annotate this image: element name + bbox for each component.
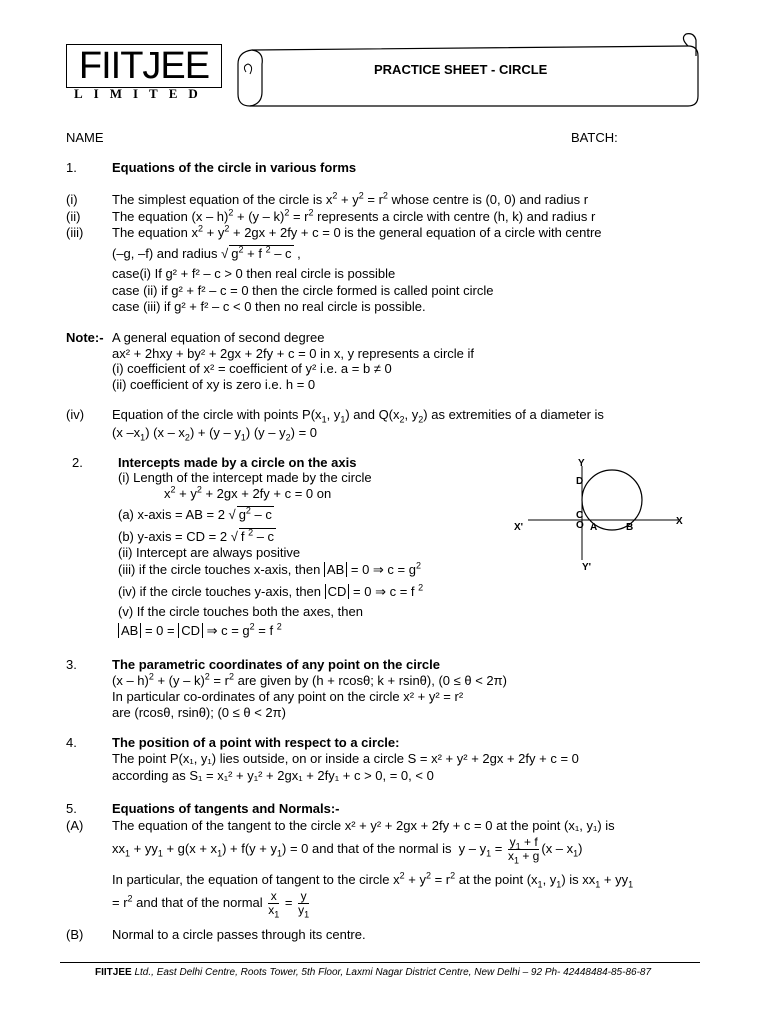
section-heading: Equations of tangents and Normals:- (112, 801, 340, 816)
case-line: case(i) If g² + f² – c > 0 then real circle is possible (112, 266, 396, 281)
case-line: case (ii) if g² + f² – c = 0 then the circle formed is called point circle (112, 283, 494, 298)
point-label-c: C (576, 510, 584, 521)
section-number: 1. (66, 160, 77, 175)
equation-line: (a) x-axis = AB = 2 √ $g^2$ – c (118, 505, 272, 522)
text-line: In particular co-ordinates of any point on the circle x² + y² = r² (112, 689, 464, 704)
footer-address: Ltd., East Delhi Centre, Roots Tower, 5th Floor, Laxmi Nagar District Centre, New Delhi – 92 Ph- 42448484-85-86-87 (134, 967, 652, 978)
note-label: Note:- (66, 330, 104, 345)
item-label: (iv) (66, 407, 85, 422)
section-number: 3. (66, 657, 77, 672)
item-label: (ii) (66, 209, 81, 224)
equation-line: $(x - h)^2 + (y - k)^2 = r^2$ are given by (h + rcosθ; k + rsinθ), (0 ≤ θ < 2π) (112, 671, 507, 688)
section-number: 2. (72, 455, 83, 470)
axis-label-x-prime: X' (514, 522, 524, 533)
item-label: (A) (66, 818, 84, 833)
text-line: (v) If the circle touches both the axes, then (118, 604, 363, 619)
equation-line: Equation of the circle with points $P(x_1$, $y_1$) and $Q(x_2$, $y_2$) as extremities of a diameter is (112, 407, 604, 425)
text-line: Normal to a circle passes through its centre. (112, 927, 366, 942)
axis-label-y: Y (578, 458, 585, 469)
circle-intercept-diagram (508, 452, 698, 582)
axis-label-x: X (676, 516, 683, 527)
equation-line: The equation $(x - h)^2 + (y - k)^2 = r^2$ represents a circle with centre (h, k) and radius r (112, 207, 596, 224)
name-label: NAME (66, 130, 104, 145)
section-heading: Equations of the circle in various forms (112, 160, 357, 175)
item-label: (i) (66, 192, 78, 207)
note-line: A general equation of second degree (112, 330, 325, 345)
note-line: (i) coefficient of x² = coefficient of y² i.e. a = b ≠ 0 (112, 361, 392, 376)
point-label-d: D (576, 476, 584, 487)
equation-line: $x^2 + y^2 + 2gx + 2fy + c = 0$ on (164, 484, 332, 501)
text-line: are (rcosθ, rsinθ); (0 ≤ θ < 2π) (112, 705, 286, 720)
section-number: 5. (66, 801, 77, 816)
section-number: 4. (66, 735, 77, 750)
note-line: ax² + 2hxy + by² + 2gx + 2fy + c = 0 in x, y represents a circle if (112, 346, 475, 361)
footer-brand: FIITJEE (95, 967, 132, 978)
equation-line: The simplest equation of the circle is $x^2 + y^2 = r^2$ whose centre is (0, 0) and radius r (112, 190, 589, 207)
item-label: (iii) (66, 225, 84, 240)
text-line: (i) Length of the intercept made by the circle (118, 470, 372, 485)
item-label: (B) (66, 927, 84, 942)
equation-line: The equation $x^2 + y^2 + 2gx + 2fy + c = 0$ is the general equation of a circle with centre (112, 223, 602, 240)
point-label-o: O (576, 520, 584, 531)
text-line: according as S₁ = x₁² + y₁² + 2gx₁ + 2fy₁ + c > 0, = 0, < 0 (112, 768, 434, 783)
footer-divider (60, 962, 700, 963)
equation-line: In particular, the equation of tangent to the circle $x^2 + y^2 = r^2$ at the point ($x_1$, $y_1$) is $xx_1 + yy_1$ (112, 870, 634, 890)
text-line: The equation of the tangent to the circle x² + y² + 2gx + 2fy + c = 0 at the point (x₁, y₁) is (112, 818, 615, 833)
fiitjee-logo: FIITJEE (66, 44, 222, 88)
point-label-a: A (590, 522, 598, 533)
equation-line: (iv) if the circle touches y-axis, then CD = 0 ⇒ c = f $^2$ (118, 582, 424, 599)
axis-label-y-prime: Y' (582, 562, 592, 573)
text-line: (ii) Intercept are always positive (118, 545, 301, 560)
equation-line: AB = 0 = CD ⇒ $c = g^2 = f$ $^2$ (118, 623, 282, 639)
batch-label: BATCH: (571, 130, 618, 145)
section-heading: The parametric coordinates of any point on the circle (112, 657, 440, 672)
equation-line: = $r^2$ and that of the normal $\frac{x}{x_1}$ = $\frac{y}{y_1}$ (112, 889, 310, 920)
text-line: The point P(x₁, y₁) lies outside, on or inside a circle S = x² + y² + 2gx + 2fy + c = 0 (112, 751, 579, 766)
page-title: PRACTICE SHEET - CIRCLE (374, 62, 548, 77)
point-label-b: B (626, 522, 634, 533)
equation-line: (x $-x_1$) $(x - x_2) + (y - y_1)$ $(y - y_2) = 0$ (112, 425, 318, 443)
equation-line: (b) y-axis = CD = 2 √ f $^2$ – c (118, 527, 275, 544)
case-line: case (iii) if g² + f² – c < 0 then no real circle is possible. (112, 299, 426, 314)
footer (95, 967, 651, 978)
section-heading: The position of a point with respect to a circle: (112, 735, 400, 750)
equation-line: (iii) if the circle touches x-axis, then AB = 0 ⇒ $c = g^2$ (118, 560, 421, 577)
equation-line: (–g, –f) and radius √ $g^2 + f$ $^2$ – c , (112, 244, 301, 261)
logo-subtitle: LIMITED (74, 86, 209, 101)
equation-line: $xx_1 + yy_1 + g(x + x_1) + f(y + y_1) = 0$ and that of the normal is y – $y_1$ = $\frac{y_1 + f}{x_1 + g}$ $(x - x_1)$ (112, 835, 583, 866)
note-line: (ii) coefficient of xy is zero i.e. h = 0 (112, 377, 316, 392)
section-heading: Intercepts made by a circle on the axis (118, 455, 357, 470)
